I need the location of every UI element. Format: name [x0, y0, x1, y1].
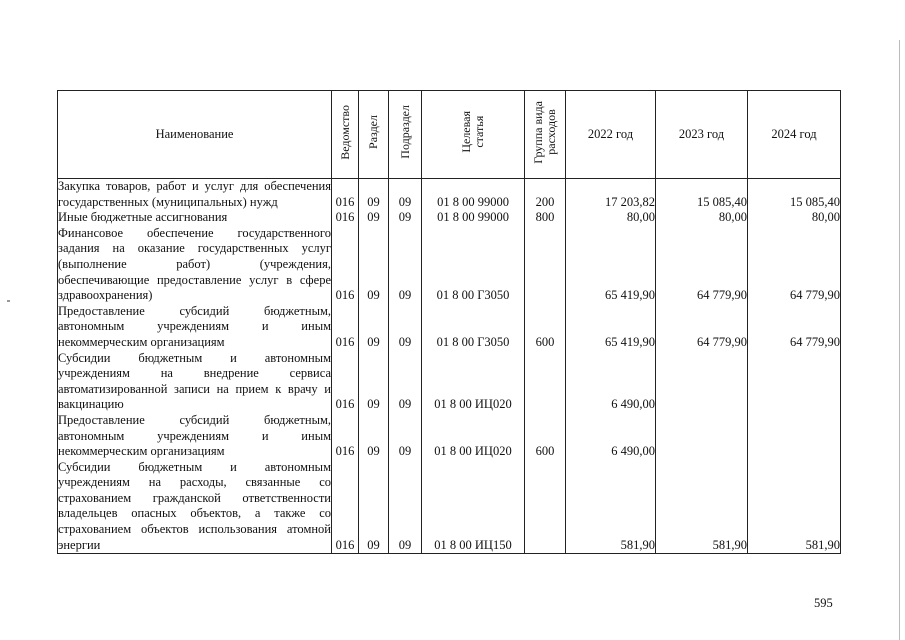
row-department: 016	[332, 460, 359, 554]
row-2024	[748, 351, 841, 413]
row-subsection: 09	[389, 179, 422, 211]
header-2024: 2024 год	[748, 91, 841, 179]
row-2024: 15 085,40	[748, 179, 841, 211]
row-subsection: 09	[389, 210, 422, 226]
row-2022: 581,90	[566, 460, 656, 554]
row-2022: 17 203,82	[566, 179, 656, 211]
row-subsection: 09	[389, 226, 422, 304]
header-section: Раздел	[359, 91, 389, 179]
row-section: 09	[359, 226, 389, 304]
row-section: 09	[359, 460, 389, 554]
row-2023	[656, 413, 748, 460]
header-2022: 2022 год	[566, 91, 656, 179]
budget-table	[57, 90, 841, 554]
row-expense-group: 800	[525, 210, 566, 226]
table-row	[58, 210, 841, 226]
row-2024: 64 779,90	[748, 226, 841, 304]
row-2023: 64 779,90	[656, 304, 748, 351]
table-row	[58, 413, 841, 460]
row-department: 016	[332, 351, 359, 413]
header-name: Наименование	[58, 91, 332, 179]
row-2024: 80,00	[748, 210, 841, 226]
row-subsection: 09	[389, 413, 422, 460]
scan-margin-line	[899, 40, 900, 640]
row-section: 09	[359, 179, 389, 211]
row-name: Предоставление субсидий бюджетным, автономным учреждениям и иным некоммерческим организациям	[58, 303, 331, 349]
row-expense-group: 200	[525, 179, 566, 211]
table-row	[58, 179, 841, 211]
row-target-article: 01 8 00 ИЦ020	[422, 351, 525, 413]
page-number: 595	[814, 596, 833, 610]
row-target-article: 01 8 00 ИЦ020	[422, 413, 525, 460]
row-section: 09	[359, 351, 389, 413]
row-2022: 6 490,00	[566, 413, 656, 460]
row-2022: 65 419,90	[566, 226, 656, 304]
row-name: Закупка товаров, работ и услуг для обеспечения государственных (муниципальных) нужд	[58, 179, 331, 209]
table-row	[58, 304, 841, 351]
header-target-article: Целевая статья	[422, 91, 525, 179]
row-2023: 15 085,40	[656, 179, 748, 211]
row-target-article: 01 8 00 Г3050	[422, 304, 525, 351]
row-target-article: 01 8 00 99000	[422, 210, 525, 226]
row-2024: 581,90	[748, 460, 841, 554]
header-department: Ведомство	[332, 91, 359, 179]
row-2023	[656, 351, 748, 413]
row-2022: 6 490,00	[566, 351, 656, 413]
row-subsection: 09	[389, 304, 422, 351]
row-target-article: 01 8 00 ИЦ150	[422, 460, 525, 554]
row-name: Субсидии бюджетным и автономным учреждениям на расходы, связанные со страхованием гражданской ответственности владельцев опасных объектов, а также со страхованием объектов использования атомной энергии	[58, 460, 332, 554]
header-expense-group: Группа вида расходов	[525, 91, 566, 179]
row-target-article: 01 8 00 99000	[422, 179, 525, 211]
row-department: 016	[332, 413, 359, 460]
row-expense-group	[525, 460, 566, 554]
row-subsection: 09	[389, 460, 422, 554]
header-subsection: Подраздел	[389, 91, 422, 179]
row-section: 09	[359, 413, 389, 460]
row-expense-group	[525, 351, 566, 413]
table-row	[58, 226, 841, 304]
row-target-article: 01 8 00 Г3050	[422, 226, 525, 304]
row-2023: 581,90	[656, 460, 748, 554]
row-2024	[748, 413, 841, 460]
scan-mark	[7, 300, 10, 302]
row-name: Иные бюджетные ассигнования	[58, 210, 332, 226]
table-row	[58, 460, 841, 554]
row-name: Субсидии бюджетным и автономным учреждениям на внедрение сервиса автоматизированной записи на прием к врачу и вакцинацию	[58, 350, 331, 412]
row-section: 09	[359, 210, 389, 226]
row-expense-group: 600	[525, 304, 566, 351]
row-2023: 64 779,90	[656, 226, 748, 304]
row-department: 016	[332, 179, 359, 211]
row-2023: 80,00	[656, 210, 748, 226]
row-subsection: 09	[389, 351, 422, 413]
row-name: Предоставление субсидий бюджетным, автономным учреждениям и иным некоммерческим организациям	[58, 412, 331, 459]
row-expense-group: 600	[525, 413, 566, 460]
table-header-row	[58, 91, 841, 179]
row-name: Финансовое обеспечение государственного задания на оказание государственных услуг (выполнение работ) (учреждения, обеспечивающие предоставление услуг в сфере здравоохранения)	[58, 225, 331, 303]
row-2022: 65 419,90	[566, 304, 656, 351]
table-row	[58, 351, 841, 413]
row-2024: 64 779,90	[748, 304, 841, 351]
row-department: 016	[332, 304, 359, 351]
row-expense-group	[525, 226, 566, 304]
row-department: 016	[332, 210, 359, 226]
row-section: 09	[359, 304, 389, 351]
row-2022: 80,00	[566, 210, 656, 226]
row-department: 016	[332, 226, 359, 304]
header-2023: 2023 год	[656, 91, 748, 179]
